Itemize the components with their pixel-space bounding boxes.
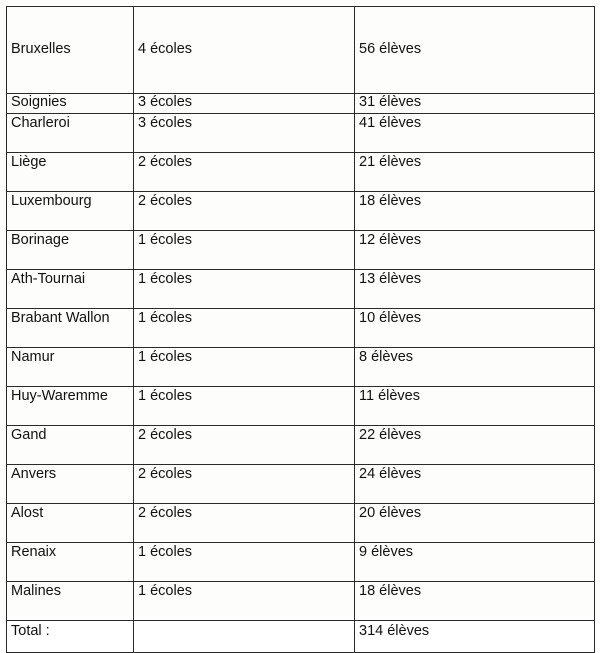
schools-table (6, 6, 595, 653)
schools-cell: 1 écoles (134, 582, 355, 621)
schools-cell: 3 écoles (134, 114, 355, 153)
city-cell: Huy-Waremme (7, 387, 134, 426)
table-row (7, 582, 595, 621)
students-cell: 13 élèves (355, 270, 595, 309)
students-cell: 20 élèves (355, 504, 595, 543)
city-cell: Brabant Wallon (7, 309, 134, 348)
table-row (7, 387, 595, 426)
table-row (7, 309, 595, 348)
total-label: Total : (7, 621, 134, 653)
schools-cell: 2 écoles (134, 192, 355, 231)
students-cell: 41 élèves (355, 114, 595, 153)
table-row (7, 348, 595, 387)
table-row (7, 114, 595, 153)
total-students-cell: 314 élèves (355, 621, 595, 653)
city-cell: Bruxelles (7, 7, 134, 94)
city-cell: Charleroi (7, 114, 134, 153)
city-cell: Namur (7, 348, 134, 387)
city-cell: Gand (7, 426, 134, 465)
schools-cell: 1 écoles (134, 543, 355, 582)
schools-cell: 3 écoles (134, 94, 355, 114)
students-cell: 12 élèves (355, 231, 595, 270)
city-cell: Alost (7, 504, 134, 543)
schools-cell: 1 écoles (134, 387, 355, 426)
total-row (7, 621, 595, 653)
city-cell: Malines (7, 582, 134, 621)
students-cell: 18 élèves (355, 192, 595, 231)
table-row (7, 231, 595, 270)
table-row (7, 504, 595, 543)
students-cell: 8 élèves (355, 348, 595, 387)
schools-cell: 2 écoles (134, 153, 355, 192)
students-cell: 11 élèves (355, 387, 595, 426)
students-cell: 9 élèves (355, 543, 595, 582)
table-row (7, 153, 595, 192)
schools-cell: 2 écoles (134, 465, 355, 504)
schools-cell: 2 écoles (134, 426, 355, 465)
city-cell: Luxembourg (7, 192, 134, 231)
table-row (7, 426, 595, 465)
students-cell: 24 élèves (355, 465, 595, 504)
schools-cell: 1 écoles (134, 270, 355, 309)
students-cell: 22 élèves (355, 426, 595, 465)
students-cell: 18 élèves (355, 582, 595, 621)
city-cell: Soignies (7, 94, 134, 114)
total-schools-cell (134, 621, 355, 653)
schools-cell: 4 écoles (134, 7, 355, 94)
table-row (7, 7, 595, 94)
table-row (7, 192, 595, 231)
table-body (7, 7, 595, 653)
city-cell: Ath-Tournai (7, 270, 134, 309)
schools-cell: 1 écoles (134, 309, 355, 348)
city-cell: Liège (7, 153, 134, 192)
city-cell: Borinage (7, 231, 134, 270)
schools-cell: 2 écoles (134, 504, 355, 543)
schools-cell: 1 écoles (134, 348, 355, 387)
schools-cell: 1 écoles (134, 231, 355, 270)
table-row (7, 270, 595, 309)
table-row (7, 465, 595, 504)
students-cell: 10 élèves (355, 309, 595, 348)
students-cell: 21 élèves (355, 153, 595, 192)
table-row (7, 543, 595, 582)
city-cell: Renaix (7, 543, 134, 582)
students-cell: 31 élèves (355, 94, 595, 114)
city-cell: Anvers (7, 465, 134, 504)
table-row (7, 94, 595, 114)
students-cell: 56 élèves (355, 7, 595, 94)
